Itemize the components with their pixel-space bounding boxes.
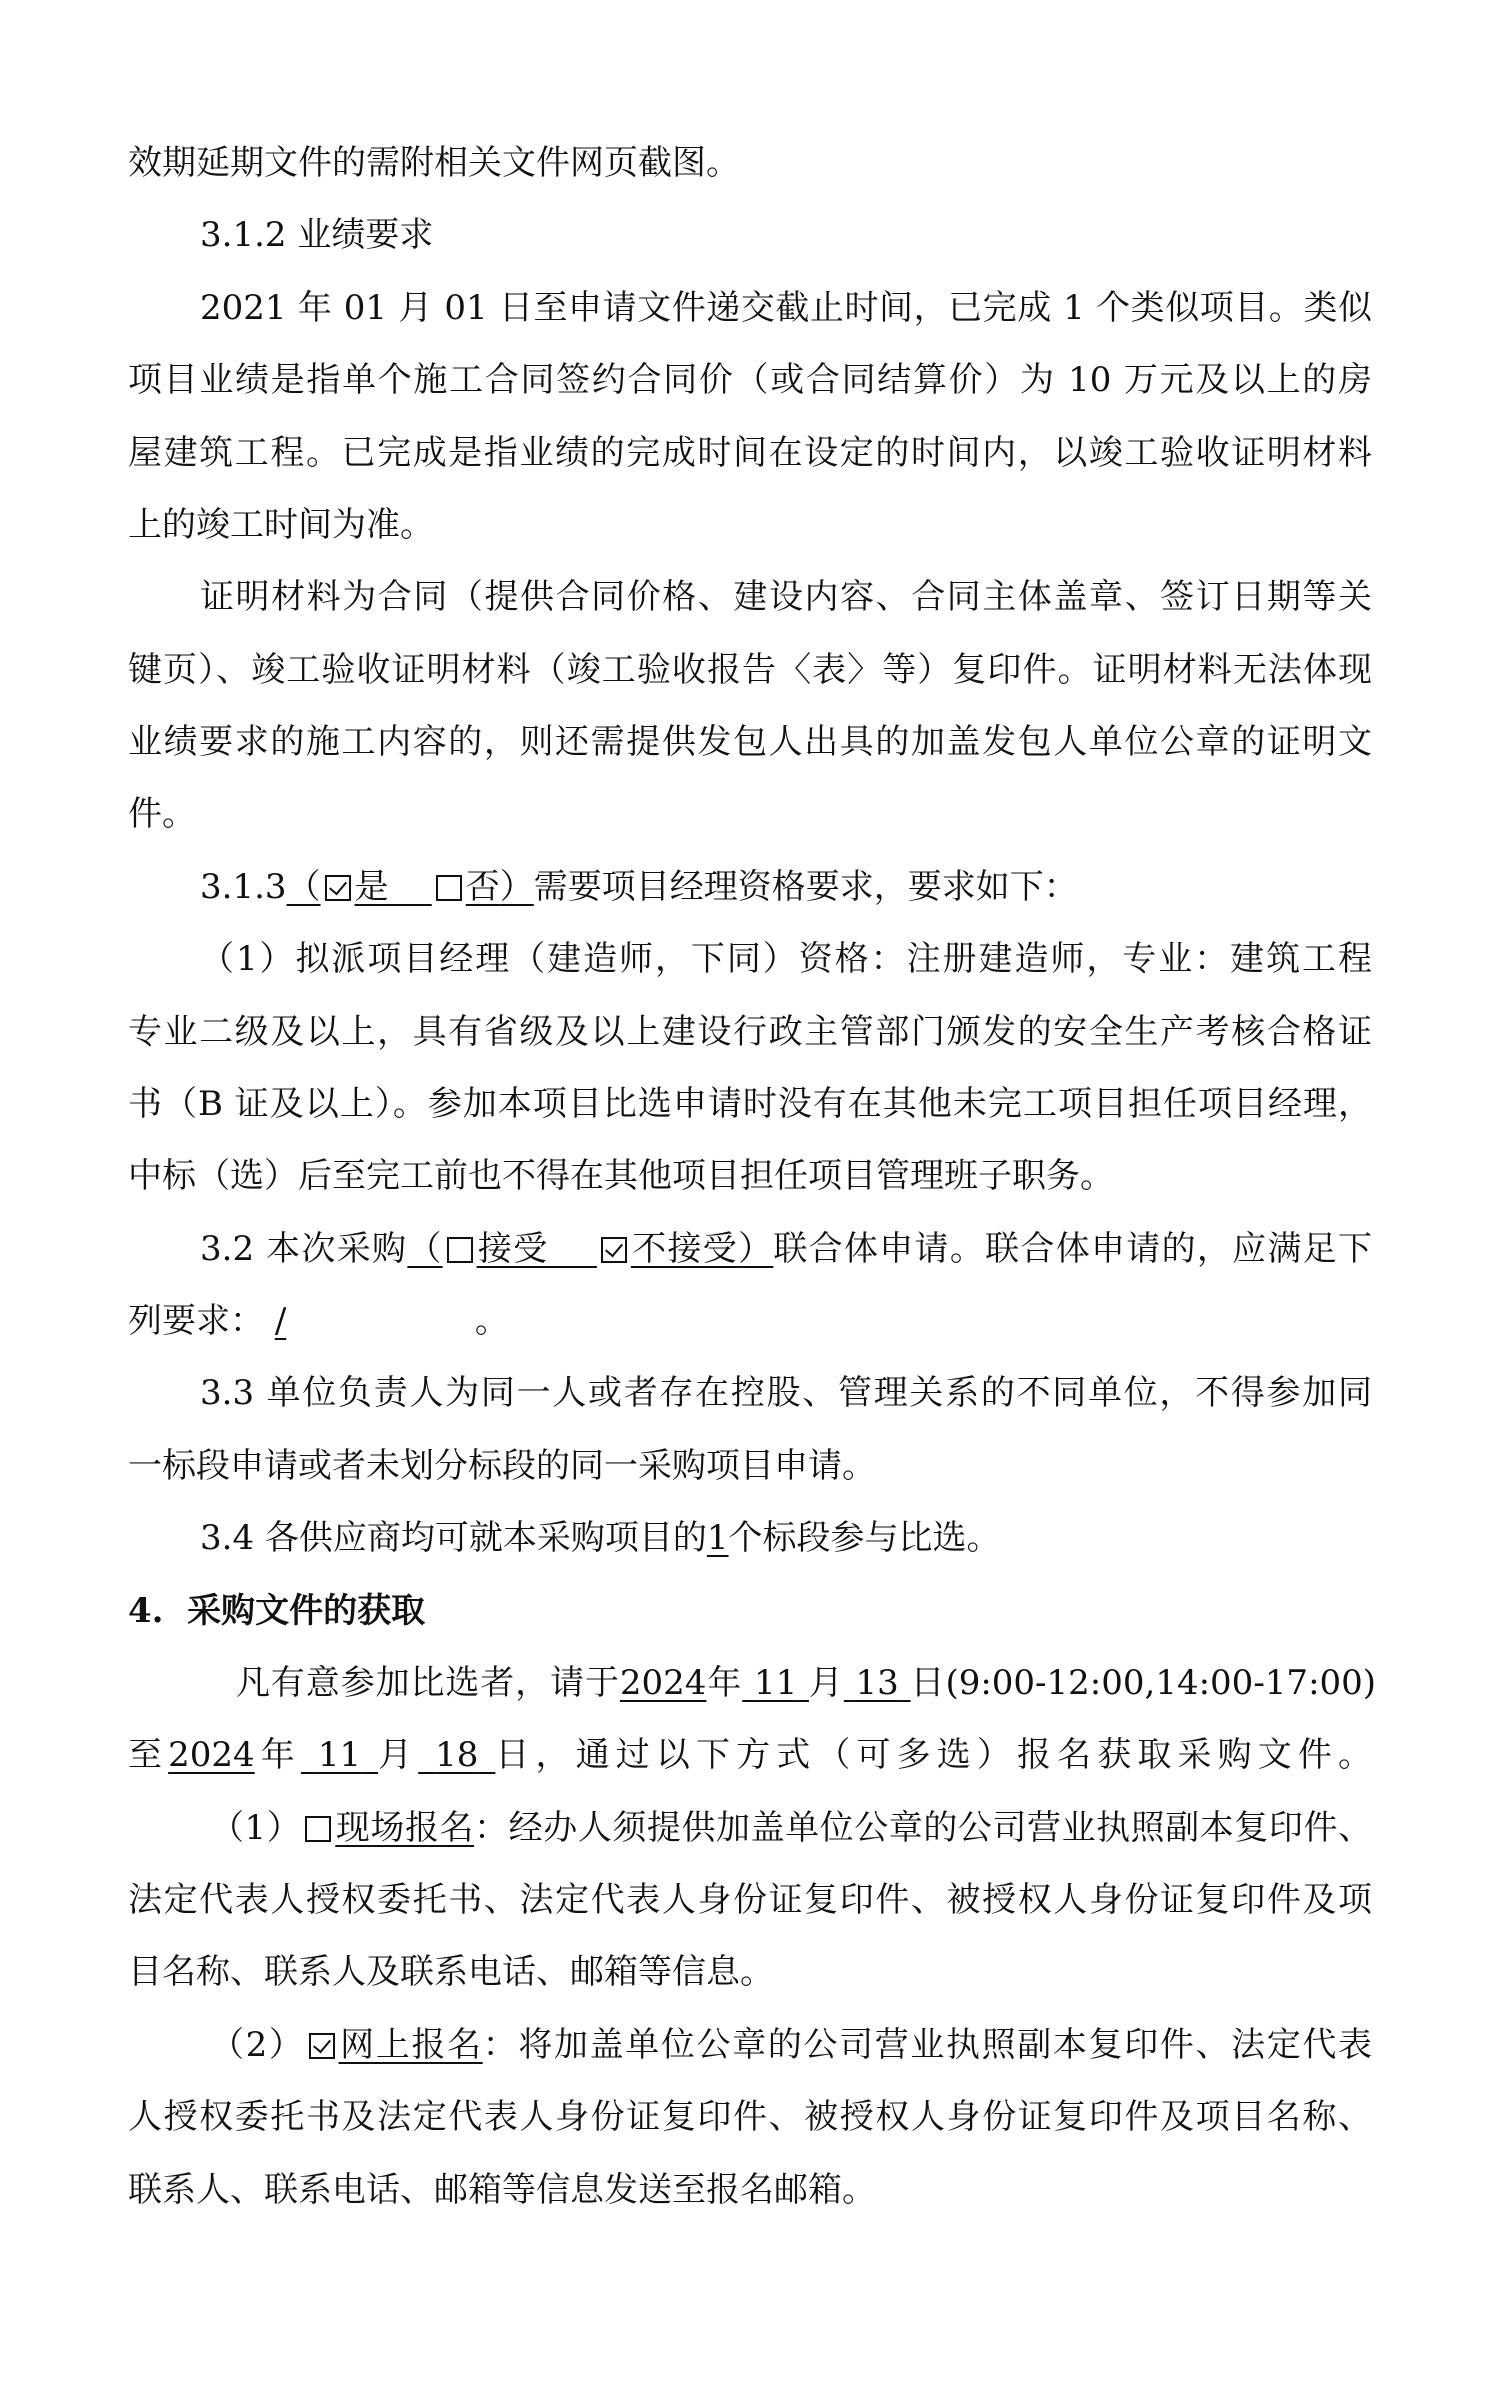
section-text: 个标段参与比选。 [728,1518,1001,1558]
paragraph-line: 联系人、联系电话、邮箱等信息发送至报名邮箱。 [128,2170,876,2210]
section-3-1-3 [200,863,1372,911]
paragraph-line: 人授权委托书及法定代表人身份证复印件、被授权人身份证复印件及项目名称、 [128,2097,1372,2137]
paragraph-line [128,1297,1372,1345]
checkbox-checked-icon[interactable] [325,875,351,901]
month-label: 月 [378,1735,419,1775]
requirement-blank [275,1297,475,1345]
paragraph-line: 键页）、竣工验收证明材料（竣工验收报告〈表〉等）复印件。证明材料无法体现 [128,650,1372,690]
online-option [305,2025,483,2065]
section-3-2 [200,1225,1372,1273]
blank-value: / [274,1301,287,1341]
paragraph-line: 目名称、联系人及联系电话、邮箱等信息。 [128,1952,774,1992]
paragraph-line: 件。 [128,794,196,834]
period: 。 [474,1301,509,1341]
end-month [301,1735,378,1775]
item-number: （1） [210,1808,302,1848]
open-paren: （ [286,867,321,907]
paragraph-line: 一标段申请或者未划分标段的同一采购项目申请。 [128,1446,876,1486]
onsite-label: 现场报名 [335,1808,475,1848]
end-year: 2024 [168,1735,255,1775]
paragraph-line: 效期延期文件的需附相关文件网页截图。 [128,143,740,183]
section-heading-4: 4. 采购文件的获取 [128,1591,426,1631]
online-text: 将加盖单位公章的公司营业执照副本复印件、法定代表 [518,2025,1373,2065]
option-accept-label: 接受 [476,1229,549,1269]
close-paren: ） [738,1229,774,1269]
section-3-3: 3.3 单位负责人为同一人或者存在控股、管理关系的不同单位，不得参加同 [200,1373,1372,1413]
paragraph-line: 项目业绩是指单个施工合同签约合同价（或合同结算价）为 10 万元及以上的房 [128,360,1372,400]
pm-requirement-choice [287,867,534,907]
option-no-label: 否 [465,867,500,907]
paragraph-line: 业绩要求的施工内容的，则还需提供发包人出具的加盖发包人单位公章的证明文 [128,722,1372,762]
checkbox-unchecked-icon[interactable] [305,1816,331,1842]
option-yes-label: 是 [354,867,389,907]
section-number: 3.1.3 [200,867,287,907]
section-text: 3.4 各供应商均可就本采购项目的 [200,1518,707,1558]
acquire-date-line [128,1731,1372,1779]
end-month-value: 11 [317,1735,362,1775]
paragraph-line: 屋建筑工程。已完成是指业绩的完成时间在设定的时间内，以竣工验收证明材料 [128,433,1372,473]
paragraph-line: 中标（选）后至完工前也不得在其他项目担任项目管理班子职务。 [128,1156,1114,1196]
colon: ： [482,2025,519,2065]
month-label: 月 [808,1663,844,1703]
section-text: 联合体申请。联合体申请的，应满足下 [773,1229,1373,1269]
open-paren: （ [407,1229,443,1269]
checkbox-unchecked-icon[interactable] [447,1237,473,1263]
acquire-text: 凡有意参加比选者，请于 [236,1663,620,1703]
end-day [418,1735,495,1775]
start-month-value: 11 [753,1663,798,1703]
start-day [844,1663,911,1703]
checkbox-unchecked-icon[interactable] [436,875,462,901]
start-year: 2024 [619,1663,707,1703]
day-label: 日 [910,1663,946,1703]
requirement-label: 列要求： [128,1301,264,1341]
end-day-value: 18 [435,1735,479,1775]
acquire-text: 至 [128,1735,169,1775]
online-label: 网上报名 [338,2025,483,2065]
paragraph-line: 法定代表人授权委托书、法定代表人身份证复印件、被授权人身份证复印件及项 [128,1880,1372,1920]
onsite-registration [210,1804,1372,1852]
onsite-text: 经办人须提供加盖单位公章的公司营业执照副本复印件、 [508,1808,1373,1848]
section-3-4 [200,1514,1372,1562]
start-month [742,1663,809,1703]
option-reject-label: 不接受 [630,1229,739,1269]
year-label: 年 [706,1663,743,1703]
paragraph-line: 专业二级及以上，具有省级及以上建设行政主管部门颁发的安全生产考核合格证 [128,1012,1372,1052]
checkbox-checked-icon[interactable] [601,1237,627,1263]
start-day-value: 13 [855,1663,899,1703]
onsite-option [301,1808,474,1848]
paragraph-line: 上的竣工时间为准。 [128,505,434,545]
day-label: 日 [495,1735,536,1775]
acquire-text: ，通过以下方式（可多选）报名获取采购文件。 [535,1735,1373,1775]
paragraph-line: 书（B 证及以上）。参加本项目比选申请时没有在其他未完工项目担任项目经理， [128,1084,1372,1124]
acquire-date-line [236,1659,1376,1707]
section-heading-3-1-2: 3.1.2 业绩要求 [200,215,434,255]
paragraph-line: 证明材料为合同（提供合同价格、建设内容、合同主体盖章、签订日期等关 [200,577,1372,617]
year-label: 年 [254,1735,301,1775]
section-text: 3.2 本次采购 [200,1229,408,1269]
close-paren: ） [499,867,534,907]
section-text: 需要项目经理资格要求，要求如下： [533,867,1078,907]
checkbox-checked-icon[interactable] [309,2033,335,2059]
paragraph-line: 2021 年 01 月 01 日至申请文件递交截止时间，已完成 1 个类似项目。类似 [200,288,1372,328]
consortium-choice [407,1229,773,1269]
lot-count: 1 [706,1518,729,1558]
item-number: （2） [210,2025,305,2065]
office-hours: (9:00-12:00,14:00-17:00) [945,1663,1377,1703]
paragraph-line: （1）拟派项目经理（建造师，下同）资格：注册建造师，专业：建筑工程 [200,939,1372,979]
colon: ： [474,1808,509,1848]
online-registration [210,2021,1372,2069]
